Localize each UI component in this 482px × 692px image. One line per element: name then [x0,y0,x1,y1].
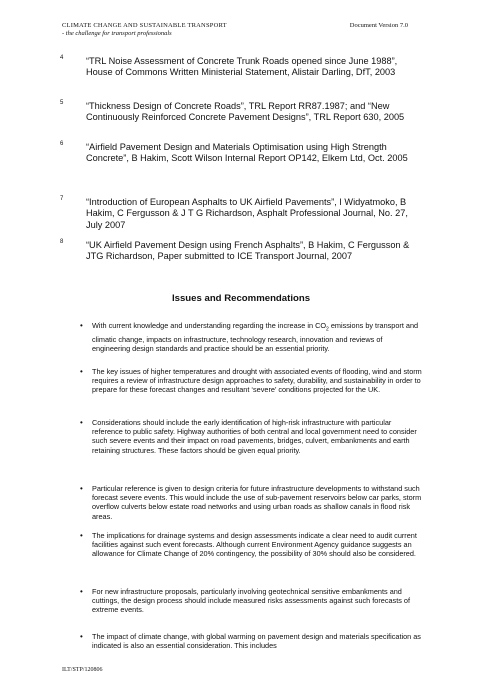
bullet-text: The implications for drainage systems and design assessments indicate a clear need to audit current facilities against such event forecasts. Although current Environment Agency guidance suggests an allowance for Climate Change of 20% contingency, the possibility of 30% should also be considered. [92,531,417,559]
bullet-icon: • [80,484,83,493]
reference-number: 7 [60,196,64,202]
reference-text: “Airfield Pavement Design and Materials Optimisation using High Strength Concrete”, B Hakim, Scott Wilson Internal Report OP142, Elkem Ltd, Oct. 2005 [86,142,408,164]
list-item [80,367,422,395]
bullet-icon: • [80,587,83,596]
header-left [62,22,227,38]
reference-text: “UK Airfield Pavement Design using French Asphalts”, B Hakim, C Fergusson & JTG Richardson, Paper submitted to ICE Transport Journal, 2007 [86,240,410,262]
reference-item [60,101,420,124]
document-version: Document Version 7.0 [349,22,408,29]
bullet-text-part: emissions by transport and climatic change, impacts on infrastructure, technology research, innovation and reviews of engineering design standards and practice should be an essential priority. [92,321,419,353]
bullet-text: The impact of climate change, with global warming on pavement design and materials specification as indicated is also an essential consideration. This includes [92,632,421,651]
list-item [80,587,422,615]
bullet-icon: • [80,367,83,376]
list-item [80,321,422,353]
reference-item [60,197,420,231]
bullet-icon: • [80,321,83,330]
bullet-text: For new infrastructure proposals, particularly involving geotechnical sensitive embankments and cuttings, the design process should include measured risks assessments against such forecasts of extreme events. [92,587,410,615]
bullet-icon: • [80,418,83,427]
list-item [80,418,422,455]
footer-code: ILT/STP/120806 [62,667,103,673]
bullet-text: The key issues of higher temperatures and drought with associated events of flooding, wind and storm requires a review of infrastructure design approaches to safety, durability, and sustainability in order to prepare for these forecast changes and resultant ‘severe’ conditions projected for the UK. [92,367,422,395]
bullet-text: Particular reference is given to design criteria for future infrastructure developments to withstand such forecast severe events. This would include the use of sub-pavement reservoirs below car parks, storm overflow culverts below estate road networks and using urban roads as shallow canals in flood risk areas. [92,484,422,521]
header-title: CLIMATE CHANGE AND SUSTAINABLE TRANSPORT [62,22,227,29]
reference-item [60,56,420,79]
header-subtitle: - the challenge for transport professionals [62,30,172,37]
bullet-icon: • [80,632,83,641]
bullet-text [92,321,422,353]
list-item [80,484,422,521]
reference-item [60,240,420,263]
reference-text: “Introduction of European Asphalts to UK Airfield Pavements”, I Widyatmoko, B Hakim, C Fergusson & J T G Richardson, Asphalt Professional Journal, No. 27, July 2007 [86,197,408,230]
reference-number: 5 [60,100,64,106]
reference-item [60,142,420,165]
section-heading: Issues and Recommendations [171,293,311,304]
subscript-2: 2 [326,326,329,333]
bullet-icon: • [80,531,83,540]
list-item [80,531,422,559]
list-item [80,632,422,651]
reference-number: 8 [60,239,64,245]
bullet-text-part: With current knowledge and understanding regarding the increase in CO [92,321,327,330]
bullet-text: Considerations should include the early identification of high-risk infrastructure with particular reference to public safety. Highway authorities of both central and local government need to consider such severe events and their impact on road pavements, bridges, culvert, embankments and earth retaining structures. These factors should be given equal priority. [92,418,417,455]
reference-number: 6 [60,141,64,147]
reference-text: “TRL Noise Assessment of Concrete Trunk Roads opened since June 1988”, House of Commons Written Ministerial Statement, Alistair Darling, DfT, 2003 [86,56,398,78]
reference-number: 4 [60,55,64,61]
reference-text: “Thickness Design of Concrete Roads”, TRL Report RR87.1987; and “New Continuously Reinforced Concrete Pavement Designs”, TRL Report 630, 2005 [86,101,405,123]
